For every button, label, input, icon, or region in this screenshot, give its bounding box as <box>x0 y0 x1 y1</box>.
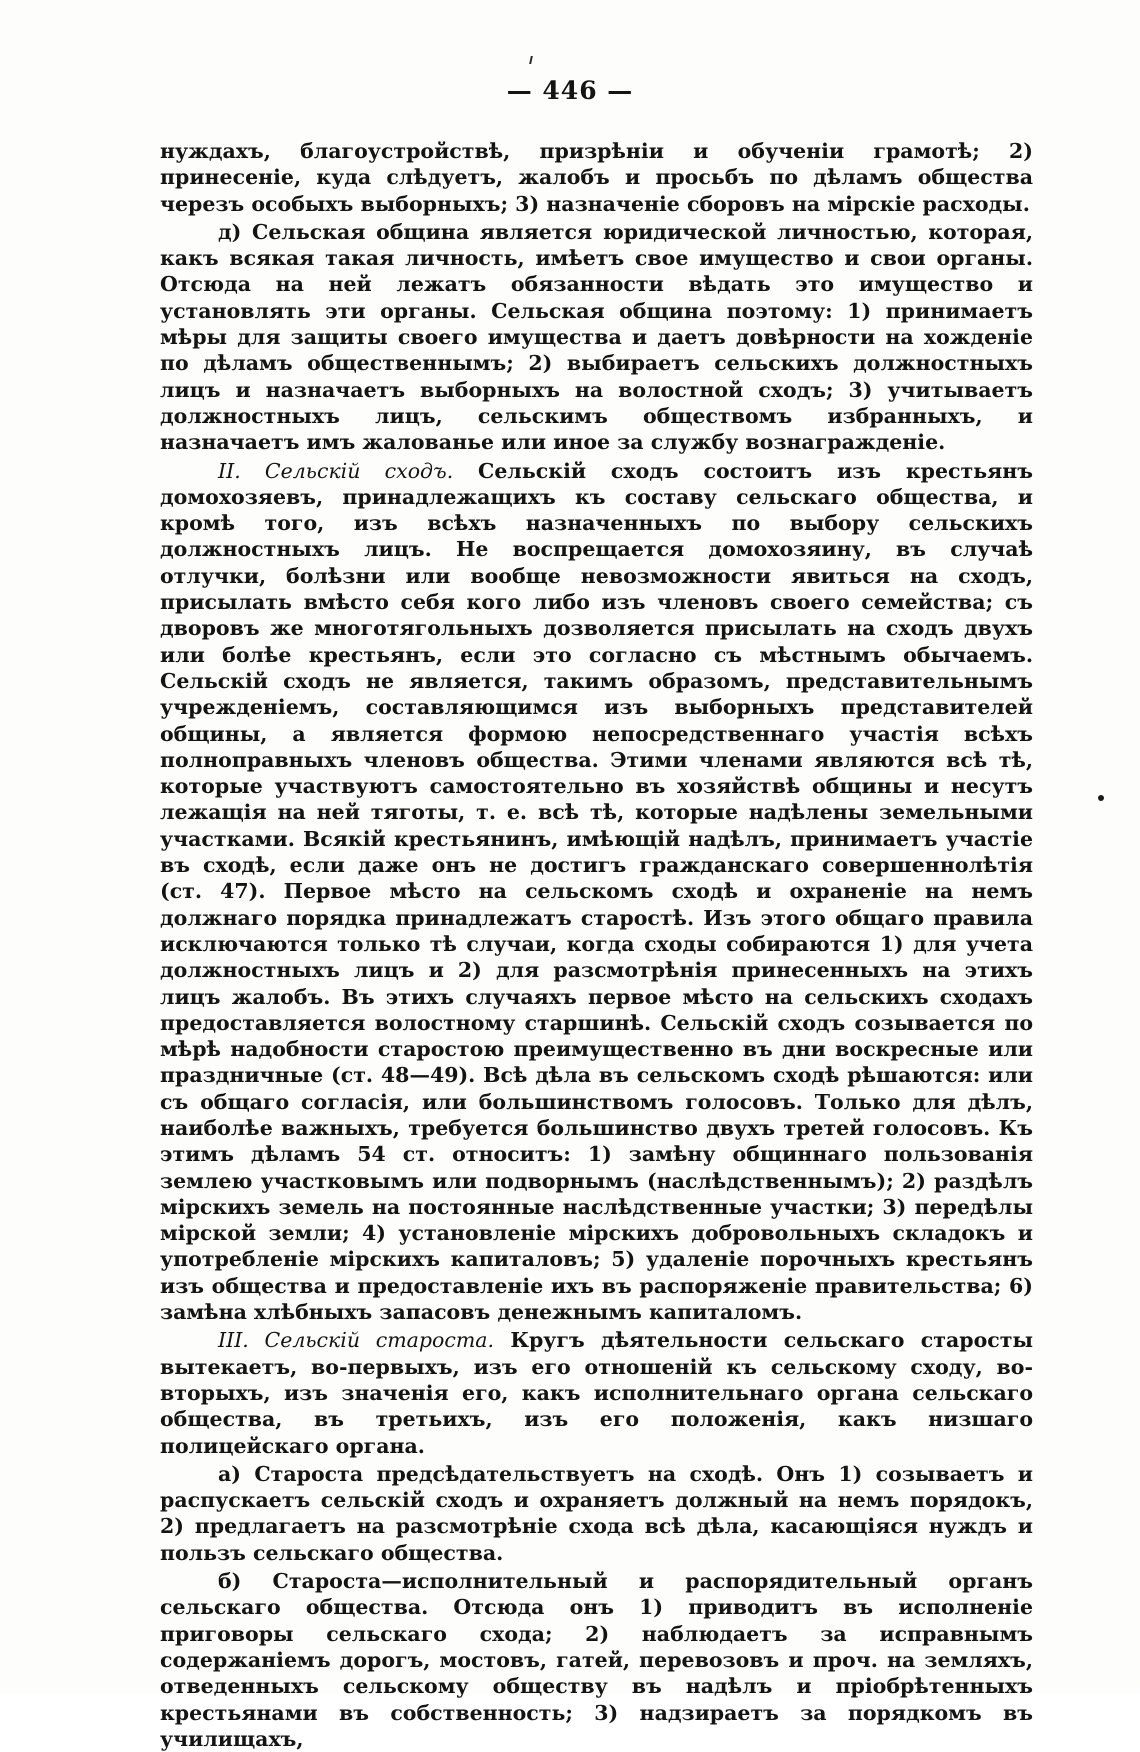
margin-ink-dot <box>1098 795 1104 801</box>
print-speck <box>529 56 533 64</box>
paragraph-village-assembly <box>160 458 1033 1326</box>
paragraph-elder-executive: б) Староста—исполнительный и распорядительный органъ сельскаго общества. Отсюда онъ 1) приводитъ въ исполненіе приговоры сельскаго схода; 2) наблюдаетъ за исправнымъ содержаніемъ дорогъ, мостовъ, гатей, перевозовъ и проч. на земляхъ, отведенныхъ сельскому обществу въ надѣлъ и пріобрѣтенныхъ крестьянами въ собственность; 3) надзираетъ за порядкомъ въ училищахъ, <box>160 1569 1033 1751</box>
paragraph-continuation: нуждахъ, благоустройствѣ, призрѣніи и обученіи грамотѣ; 2) принесеніе, куда слѣдуетъ, жалобъ и просьбъ по дѣламъ общества черезъ особыхъ выборныхъ; 3) назначеніе сборовъ на мірскіе расходы. <box>160 139 1033 216</box>
paragraph-community-legal-entity: д) Сельская община является юридической личностью, которая, какъ всякая такая личность, имѣетъ свое имущество и свои органы. Отсюда на ней лежатъ обязанности вѣдать это имущество и установлять эти органы. Сельская община поэтому: 1) принимаетъ мѣры для защиты своего имущества и даетъ довѣрности на хожденіе по дѣламъ общественнымъ; 2) выбираетъ сельскихъ должностныхъ лицъ и назначаетъ выборныхъ на волостной сходъ; 3) учитываетъ должностныхъ лицъ, сельскимъ обществомъ избранныхъ, и назначаетъ имъ жалованье или иное за службу вознагражденіе. <box>160 219 1033 455</box>
page-number: — 446 — <box>506 76 634 105</box>
paragraph-elder-presides: а) Староста предсѣдательствуетъ на сходѣ. Онъ 1) созываетъ и распускаетъ сельскій сходъ и охраняетъ должный на немъ порядокъ, 2) предлагаетъ на разсмотрѣніе схода всѣ дѣла, касающіяся нуждъ и пользъ сельскаго общества. <box>160 1461 1033 1565</box>
section-text-village-assembly: Сельскій сходъ состоитъ изъ крестьянъ домохозяевъ, принадлежащихъ къ составу сельскаго общества, и кромѣ того, изъ всѣхъ назначенныхъ по выбору сельскихъ должностныхъ лицъ. Не воспрещается домохозяину, въ случаѣ отлучки, болѣзни или вообще невозможности явиться на сходъ, присылать вмѣсто себя кого либо изъ членовъ своего семейства; съ дворовъ же многотягольныхъ дозволяется присылать на сходъ двухъ или болѣе крестьянъ, если это согласно съ мѣстнымъ обычаемъ. Сельскій сходъ не является, такимъ образомъ, представительнымъ учрежденіемъ, составляющимся изъ выборныхъ представителей общины, а является формою непосредственнаго участія всѣхъ полноправныхъ членовъ общества. Этими членами являются всѣ тѣ, которые участвуютъ самостоятельно въ хозяйствѣ общины и несутъ лежащія на ней тяготы, т. е. всѣ тѣ, которые надѣлены земельными участками. Всякій крестьянинъ, имѣющій надѣлъ, принимаетъ участіе въ сходѣ, если даже онъ не достигъ гражданскаго совершеннолѣтія (ст. 47). Первое мѣсто на сельскомъ сходѣ и охраненіе на немъ должнаго порядка принадлежатъ старостѣ. Изъ этого общаго правила исключаются только тѣ случаи, когда сходы собираются 1) для учета должностныхъ лицъ и 2) для разсмотрѣнія принесенныхъ на этихъ лицъ жалобъ. Въ этихъ случаяхъ первое мѣсто на сельскихъ сходахъ предоставляется волостному старшинѣ. Сельскій сходъ созывается по мѣрѣ надобности старостою преимущественно въ дни воскресные или праздничные (ст. 48—49). Всѣ дѣла въ сельскомъ сходѣ рѣшаются: или съ общаго согласія, или большинствомъ голосовъ. Только для дѣлъ, наиболѣе важныхъ, требуется большинство двухъ третей голосовъ. Къ этимъ дѣламъ 54 ст. относитъ: 1) замѣну общиннаго пользованія землею участковымъ или подворнымъ (наслѣдственнымъ); 2) раздѣлъ мірскихъ земель на постоянные наслѣдственные участки; 3) передѣлы мірской земли; 4) установленіе мірскихъ добровольныхъ складокъ и употребленіе мірскихъ капиталовъ; 5) удаленіе порочныхъ крестьянъ изъ общества и предоставленіе ихъ въ распоряженіе правительства; 6) замѣна хлѣбныхъ запасовъ денежнымъ капиталомъ. <box>160 458 1033 1325</box>
page-text <box>160 138 1033 1752</box>
section-heading-village-assembly: II. Сельскій сходъ. <box>218 458 454 483</box>
section-text-village-elder: Кругъ дѣятельности сельскаго старосты вытекаетъ, во-первыхъ, изъ его отношеній къ сельскому сходу, во-вторыхъ, изъ значенія его, какъ исполнительнаго органа сельскаго общества, въ третьихъ, изъ его положенія, какъ низшаго полицейскаго органа. <box>160 1328 1033 1458</box>
section-heading-village-elder: III. Сельскій староста. <box>218 1328 494 1353</box>
paragraph-village-elder <box>160 1327 1033 1458</box>
